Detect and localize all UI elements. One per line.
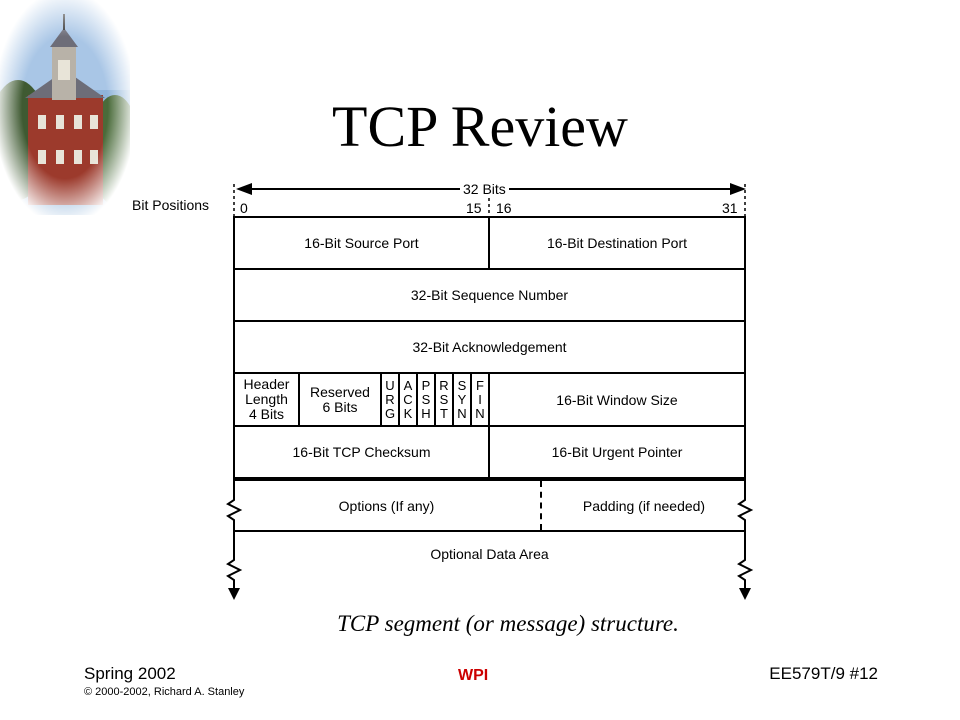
bit-number-16: 16 bbox=[496, 200, 512, 216]
sequence-number-label: 32-Bit Sequence Number bbox=[410, 287, 569, 303]
footer-copyright: © 2000-2002, Richard A. Stanley bbox=[84, 686, 245, 698]
flag-ack-char: C bbox=[403, 391, 413, 407]
flag-syn-char: N bbox=[457, 405, 467, 421]
width-label: 32 Bits bbox=[460, 181, 509, 197]
flag-ack-char: K bbox=[403, 405, 413, 421]
padding-label: Padding (if needed) bbox=[582, 497, 706, 514]
diagram-caption: TCP segment (or message) structure. bbox=[337, 611, 679, 636]
flag-urg-char: U bbox=[385, 377, 395, 393]
urgent-pointer-label: 16-Bit Urgent Pointer bbox=[551, 444, 683, 460]
flag-rst-char: R bbox=[439, 377, 449, 393]
bit-number-0: 0 bbox=[240, 200, 248, 216]
options-label: Options (If any) bbox=[338, 497, 435, 514]
destination-port-label: 16-Bit Destination Port bbox=[546, 235, 688, 251]
source-port-label: 16-Bit Source Port bbox=[304, 235, 419, 251]
footer-institution: WPI bbox=[458, 667, 489, 684]
flag-fin-char: F bbox=[476, 377, 484, 393]
data-area-label: Optional Data Area bbox=[430, 546, 549, 562]
flag-urg-char: G bbox=[384, 405, 396, 421]
window-size-label: 16-Bit Window Size bbox=[556, 391, 678, 408]
reserved-line-2: 6 Bits bbox=[322, 398, 358, 415]
bit-number-31: 31 bbox=[722, 200, 738, 216]
flag-psh-char: S bbox=[421, 391, 431, 407]
header-length-line-3: 4 Bits bbox=[248, 406, 284, 422]
bit-number-15: 15 bbox=[466, 200, 482, 216]
flag-syn-char: S bbox=[457, 377, 467, 393]
header-length-line-1: Header bbox=[243, 376, 290, 392]
reserved-line-1: Reserved bbox=[310, 383, 370, 400]
flag-urg-char: R bbox=[385, 391, 395, 407]
flag-syn-char: Y bbox=[457, 391, 467, 407]
acknowledgement-label: 32-Bit Acknowledgement bbox=[412, 339, 567, 355]
checksum-label: 16-Bit TCP Checksum bbox=[292, 444, 431, 460]
flag-rst-char: S bbox=[439, 391, 449, 407]
slide-title: TCP Review bbox=[332, 94, 628, 159]
footer-course: EE579T/9 #12 bbox=[769, 664, 878, 683]
flag-ack-char: A bbox=[403, 377, 413, 393]
flag-fin-char: I bbox=[478, 391, 482, 407]
flag-rst-char: T bbox=[440, 405, 448, 421]
flag-psh-char: P bbox=[421, 377, 431, 393]
flag-fin-char: N bbox=[475, 405, 485, 421]
footer-term: Spring 2002 bbox=[84, 664, 176, 683]
flag-psh-char: H bbox=[421, 405, 431, 421]
bit-positions-label: Bit Positions bbox=[132, 197, 210, 213]
header-length-line-2: Length bbox=[245, 391, 288, 407]
